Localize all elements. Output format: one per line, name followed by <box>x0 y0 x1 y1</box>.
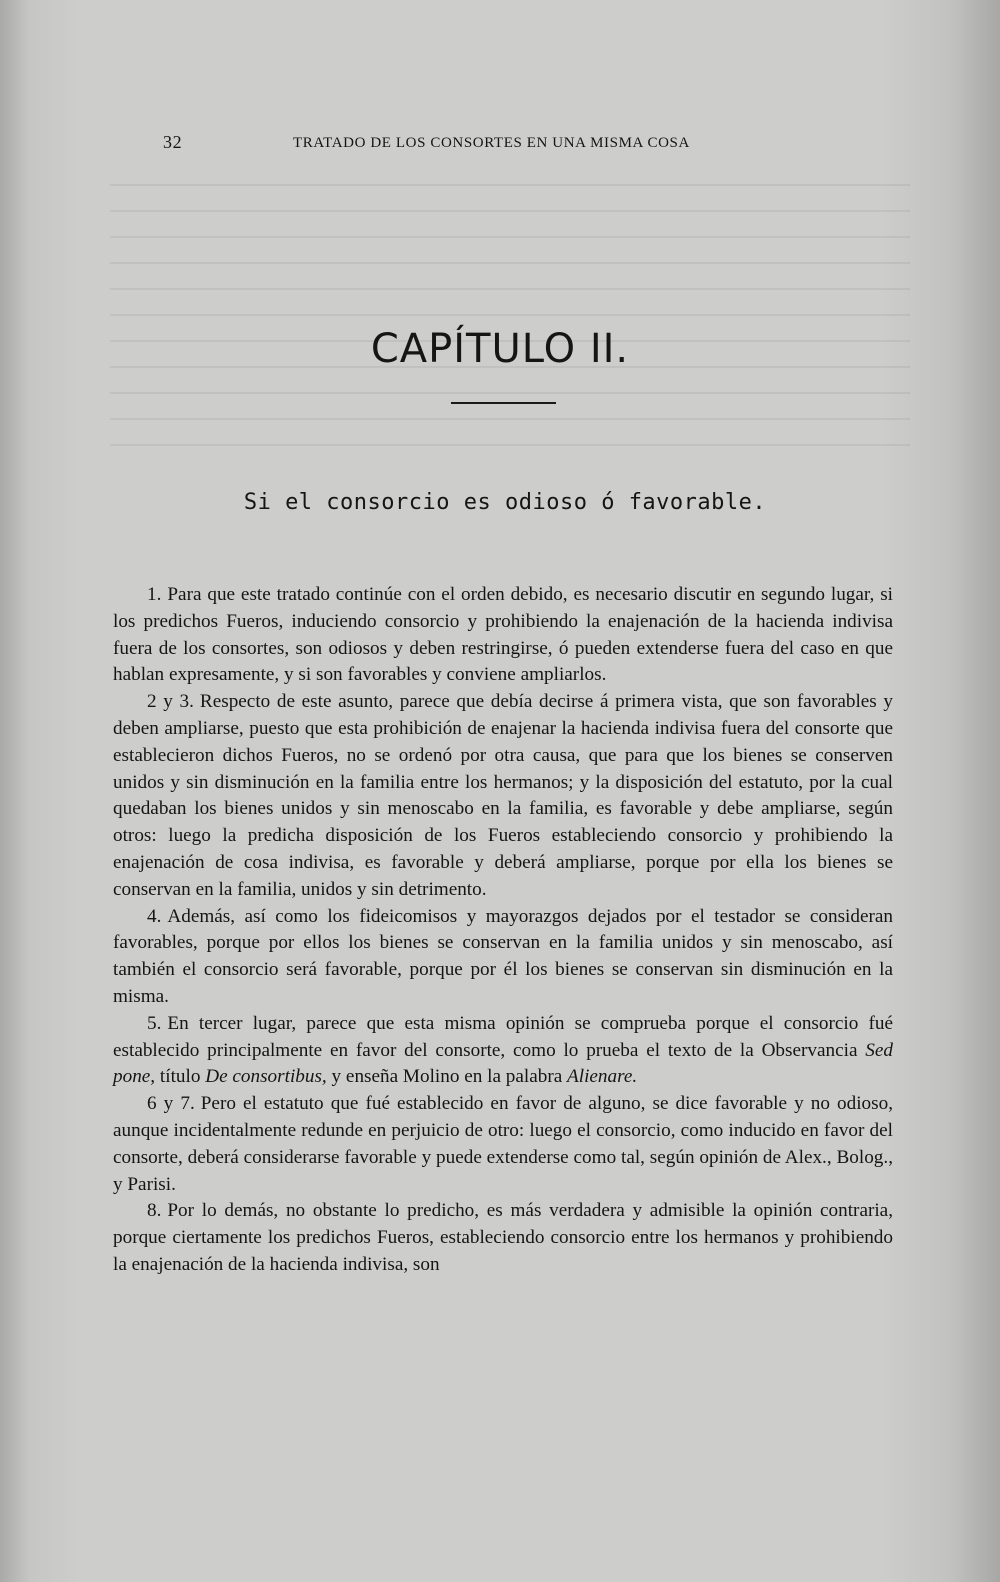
paragraph-4 <box>113 904 893 1011</box>
paragraph-text: En tercer lugar, parece que esta misma opinión se comprueba porque el consorcio fué establecido principalmente en favor del consorte, como lo prueba el texto de la Observancia <box>113 1012 893 1061</box>
paragraph-text: Respecto de este asunto, parece que debía decirse á primera vista, que son favorables y deben ampliarse, puesto que esta prohibición de enajenar la hacienda indivisa fuera del consorte que establecieron dichos Fueros, no se ordenó por otra causa, que para que los bienes se conserven unidos y sin disminución en la familia entre los hermanos; y la disposición del estatuto, por la cual quedaban los bienes unidos y sin menoscabo en la familia, es favorable y debe ampliarse, según otros: luego la predicha disposición de los Fueros estableciendo consorcio y prohibiendo la enajenación de cosa indivisa, es favorable y deberá ampliarse, porque por ella los bienes se conservan en la familia, unidos y sin detrimento. <box>113 691 894 900</box>
paragraph-text: Pero el estatuto que fué establecido en favor de alguno, se dice favorable y no odioso, aunque incidentalmente redunde en perjuicio de otro: luego el consorcio, como inducido en favor del consorte, deberá considerarse favorable y puede extenderse como tal, según opinión de Alex., Bolog., y Parisi. <box>113 1093 894 1195</box>
chapter-title: CAPÍTULO II. <box>370 326 630 372</box>
paragraph-text: y enseña Molino en la palabra <box>326 1066 568 1088</box>
paragraph-number: 6 y 7. <box>147 1093 195 1115</box>
paragraph-text: título <box>155 1066 206 1088</box>
show-through-background <box>110 160 910 460</box>
citation-de-consortibus: De consortibus, <box>205 1066 327 1088</box>
paragraph-number: 4. <box>147 905 162 927</box>
citation-sed-pone: Sed pone, <box>113 1039 893 1088</box>
chapter-subtitle: Si el consorcio es odioso ó favorable. <box>243 490 767 515</box>
paragraph-1 <box>113 582 893 689</box>
paragraph-text: Por lo demás, no obstante lo predicho, es más verdadera y admisible la opinión contraria, porque ciertamente los predichos Fueros, estableciendo consorcio entre los hermanos y prohibiendo la enajenación de la hacienda indivisa, son <box>113 1200 893 1275</box>
page-header <box>163 132 753 158</box>
citation-alienare: Alienare. <box>567 1066 638 1088</box>
paragraph-6-7 <box>113 1091 893 1198</box>
running-title: TRATADO DE LOS CONSORTES EN UNA MISMA COSA <box>293 135 690 151</box>
paragraph-text: Además, así como los fideicomisos y mayorazgos dejados por el testador se consideran favorables, porque por ellos los bienes se conservan en la familia unidos y sin menoscabo, así también el consorcio será favorable, porque por él los bienes se conservan sin disminución en la misma. <box>113 905 893 1007</box>
title-divider <box>451 402 556 404</box>
body-text <box>113 582 893 1279</box>
paragraph-number: 5. <box>147 1012 162 1034</box>
paragraph-2-3 <box>113 689 893 903</box>
paragraph-text: Para que este tratado continúe con el orden debido, es necesario discutir en segundo lugar, si los predichos Fueros, induciendo consorcio y prohibiendo la enajenación de la hacienda indivisa fuera de los consortes, son odiosos y deben restringirse, ó pueden extenderse fuera del caso en que hablan expresamente, y si son favorables y conviene ampliarlos. <box>113 584 893 686</box>
page-number: 32 <box>163 132 183 152</box>
paragraph-8 <box>113 1198 893 1278</box>
paragraph-5 <box>113 1011 893 1091</box>
paragraph-number: 2 y 3. <box>147 691 194 713</box>
paragraph-number: 8. <box>147 1200 162 1222</box>
paragraph-number: 1. <box>147 584 162 605</box>
